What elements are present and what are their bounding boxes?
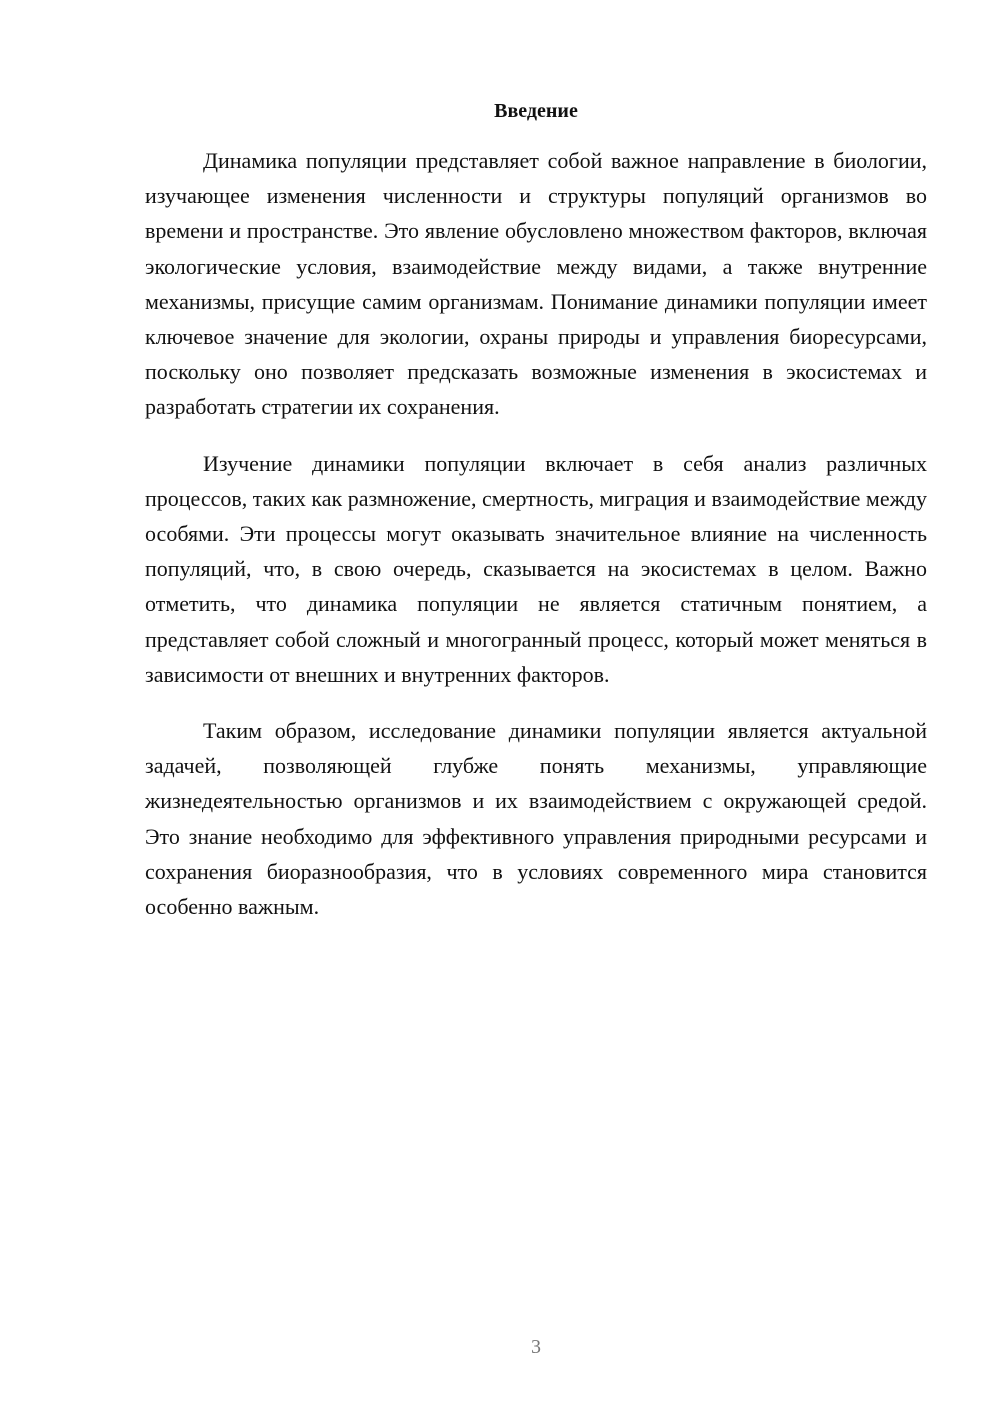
body-text bbox=[145, 143, 927, 945]
paragraph-1: Динамика популяции представляет собой важное направление в биологии, изучающее изменения численности и структуры популяций организмов во времени и пространстве. Это явление обусловлено множеством факторов, включая экологические условия, взаимодействие между видами, а также внутренние механизмы, присущие самим организмам. Понимание динамики популяции имеет ключевое значение для экологии, охраны природы и управления биоресурсами, поскольку оно позволяет предсказать возможные изменения в экосистемах и разработать стратегии их сохранения. bbox=[145, 148, 927, 420]
section-heading: Введение bbox=[494, 100, 578, 122]
paragraph-3: Таким образом, исследование динамики популяции является актуальной задачей, позволяющей глубже понять механизмы, управляющие жизнедеятельностью организмов и их взаимодействием с окружающей средой. Это знание необходимо для эффективного управления природными ресурсами и сохранения биоразнообразия, что в условиях современного мира становится особенно важным. bbox=[145, 718, 927, 920]
paragraph-2: Изучение динамики популяции включает в себя анализ различных процессов, таких как размножение, смертность, миграция и взаимодействие между особями. Эти процессы могут оказывать значительное влияние на численность популяций, что, в свою очередь, сказывается на экосистемах в целом. Важно отметить, что динамика популяции не является статичным понятием, а представляет собой сложный и многогранный процесс, который может меняться в зависимости от внешних и внутренних факторов. bbox=[145, 450, 927, 687]
page-number: 3 bbox=[531, 1336, 541, 1358]
